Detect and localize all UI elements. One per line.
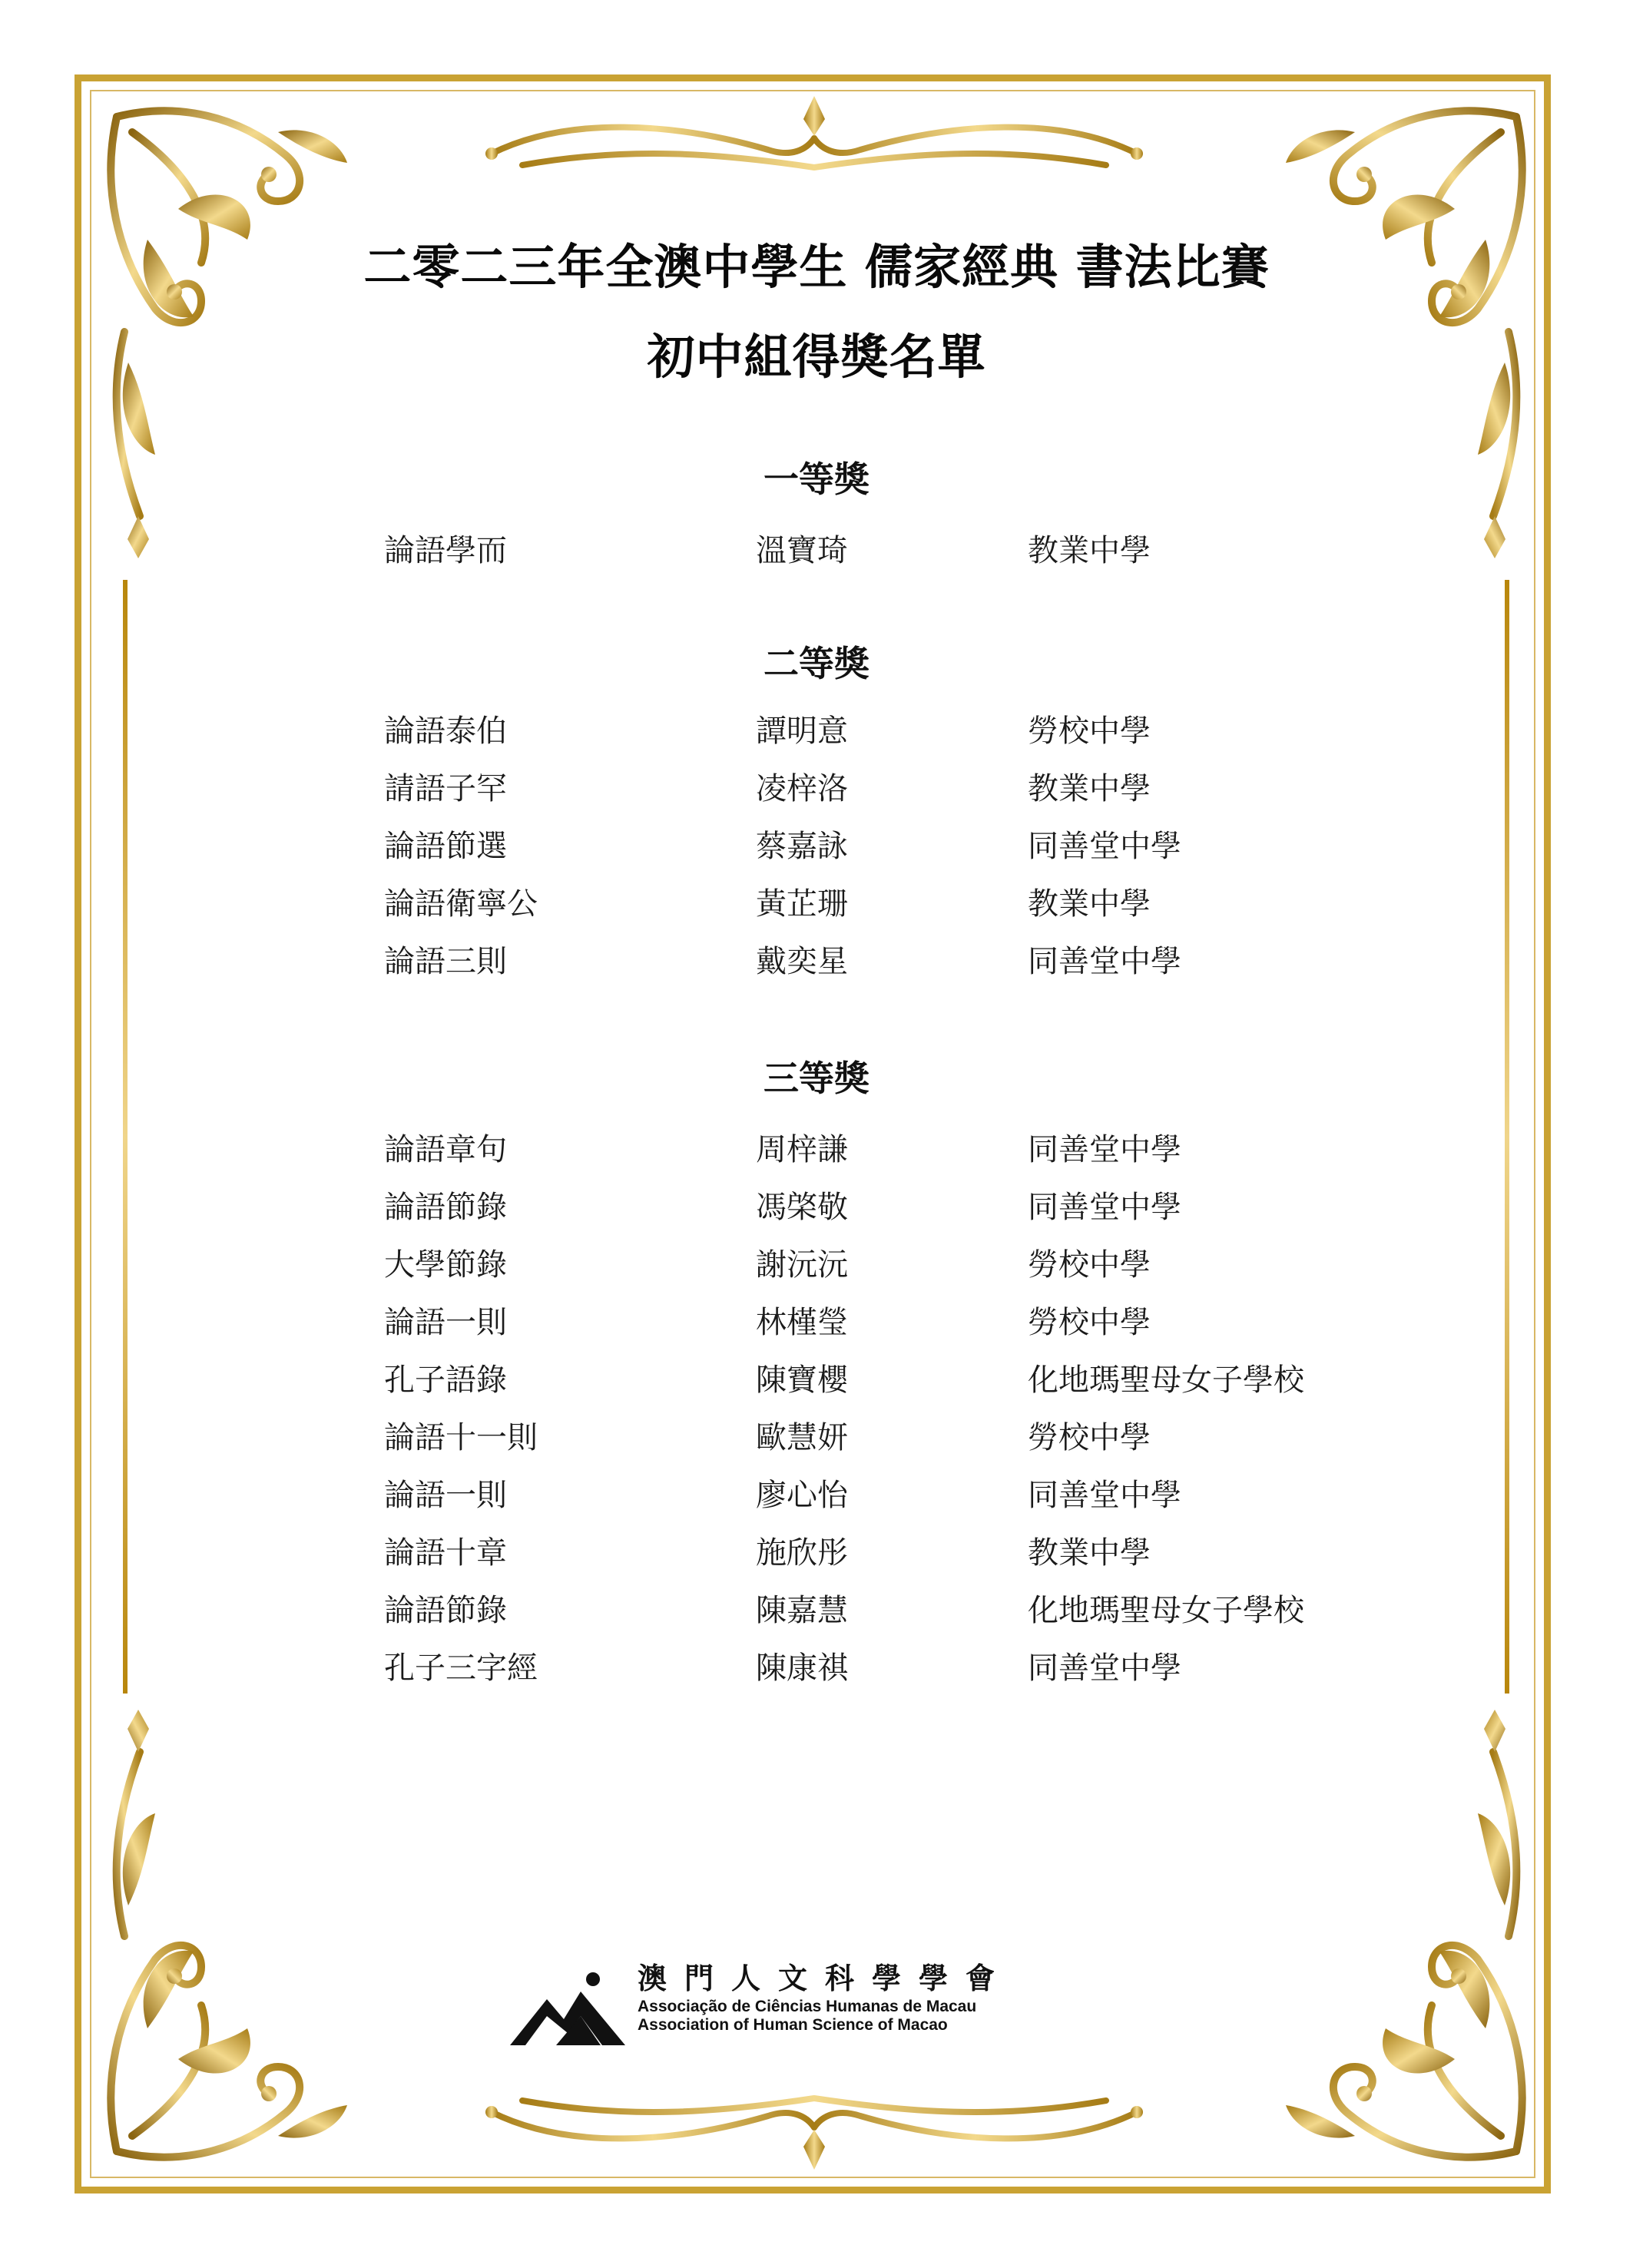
organization-logo xyxy=(510,1955,1048,2054)
work-title: 大學節錄 xyxy=(384,1247,507,1283)
award-row xyxy=(0,822,1633,868)
student-name: 周梓謙 xyxy=(756,1132,848,1167)
student-name: 陳嘉慧 xyxy=(756,1593,848,1628)
work-title: 論語節選 xyxy=(384,829,507,864)
work-title: 論語泰伯 xyxy=(384,714,507,749)
school-name: 同善堂中學 xyxy=(1028,1651,1181,1686)
work-title: 論語三則 xyxy=(384,944,507,979)
student-name: 馮棨敬 xyxy=(756,1190,848,1225)
school-name: 勞校中學 xyxy=(1028,1420,1151,1455)
award-row xyxy=(0,1183,1633,1229)
student-name: 林槿瑩 xyxy=(756,1305,848,1340)
school-name: 同善堂中學 xyxy=(1028,1132,1181,1167)
organization-name-chinese: 澳門人文科學學會 xyxy=(638,1962,1013,1995)
work-title: 孔子語錄 xyxy=(384,1362,507,1398)
school-name: 化地瑪聖母女子學校 xyxy=(1028,1362,1304,1398)
work-title: 論語十一則 xyxy=(384,1420,538,1455)
award-row xyxy=(0,1125,1633,1171)
section-heading-third-prize: 三等獎 xyxy=(764,1058,869,1099)
work-title: 請語子罕 xyxy=(384,771,507,806)
work-title: 論語學而 xyxy=(384,533,507,568)
student-name: 溫寶琦 xyxy=(756,533,848,568)
school-name: 教業中學 xyxy=(1028,1535,1151,1571)
school-name: 化地瑪聖母女子學校 xyxy=(1028,1593,1304,1628)
award-row xyxy=(0,1586,1633,1632)
student-name: 廖心怡 xyxy=(756,1478,848,1513)
corner-flourish-icon xyxy=(1270,1706,1547,2182)
student-name: 歐慧妍 xyxy=(756,1420,848,1455)
student-name: 施欣彤 xyxy=(756,1535,848,1571)
award-row xyxy=(0,526,1633,572)
bottom-flourish-icon xyxy=(476,2089,1152,2174)
organization-name-english: Association of Human Science of Macao xyxy=(638,2016,948,2034)
student-name: 謝沅沅 xyxy=(756,1247,848,1283)
school-name: 勞校中學 xyxy=(1028,714,1151,749)
award-row xyxy=(0,879,1633,925)
school-name: 同善堂中學 xyxy=(1028,1478,1181,1513)
mountain-logo-icon xyxy=(510,1968,625,2053)
work-title: 論語十章 xyxy=(384,1535,507,1571)
school-name: 勞校中學 xyxy=(1028,1305,1151,1340)
page-subtitle: 初中組得獎名單 xyxy=(647,329,986,385)
award-row xyxy=(0,937,1633,983)
organization-name-portuguese: Associação de Ciências Humanas de Macau xyxy=(638,1998,977,2015)
work-title: 孔子三字經 xyxy=(384,1651,538,1686)
work-title: 論語衛寧公 xyxy=(384,886,538,922)
section-heading-second-prize: 二等獎 xyxy=(764,643,869,684)
corner-flourish-icon xyxy=(86,1706,363,2182)
school-name: 同善堂中學 xyxy=(1028,1190,1181,1225)
award-row xyxy=(0,764,1633,810)
work-title: 論語節錄 xyxy=(384,1593,507,1628)
school-name: 教業中學 xyxy=(1028,533,1151,568)
student-name: 凌梓洛 xyxy=(756,771,848,806)
award-row xyxy=(0,1644,1633,1690)
school-name: 教業中學 xyxy=(1028,771,1151,806)
school-name: 同善堂中學 xyxy=(1028,829,1181,864)
award-row xyxy=(0,1471,1633,1517)
top-flourish-icon xyxy=(476,92,1152,177)
student-name: 陳康祺 xyxy=(756,1651,848,1686)
student-name: 陳寶櫻 xyxy=(756,1362,848,1398)
student-name: 戴奕星 xyxy=(756,944,848,979)
school-name: 勞校中學 xyxy=(1028,1247,1151,1283)
work-title: 論語章句 xyxy=(384,1132,507,1167)
award-row xyxy=(0,1298,1633,1344)
school-name: 同善堂中學 xyxy=(1028,944,1181,979)
section-heading-first-prize: 一等獎 xyxy=(764,459,869,500)
work-title: 論語一則 xyxy=(384,1305,507,1340)
work-title: 論語節錄 xyxy=(384,1190,507,1225)
work-title: 論語一則 xyxy=(384,1478,507,1513)
award-row xyxy=(0,1240,1633,1286)
student-name: 蔡嘉詠 xyxy=(756,829,848,864)
award-row xyxy=(0,1356,1633,1402)
award-row xyxy=(0,1528,1633,1574)
award-row xyxy=(0,1413,1633,1459)
award-row xyxy=(0,707,1633,753)
school-name: 教業中學 xyxy=(1028,886,1151,922)
student-name: 譚明意 xyxy=(756,714,848,749)
page-title: 二零二三年全澳中學生 儒家經典 書法比賽 xyxy=(363,239,1270,295)
student-name: 黃芷珊 xyxy=(756,886,848,922)
